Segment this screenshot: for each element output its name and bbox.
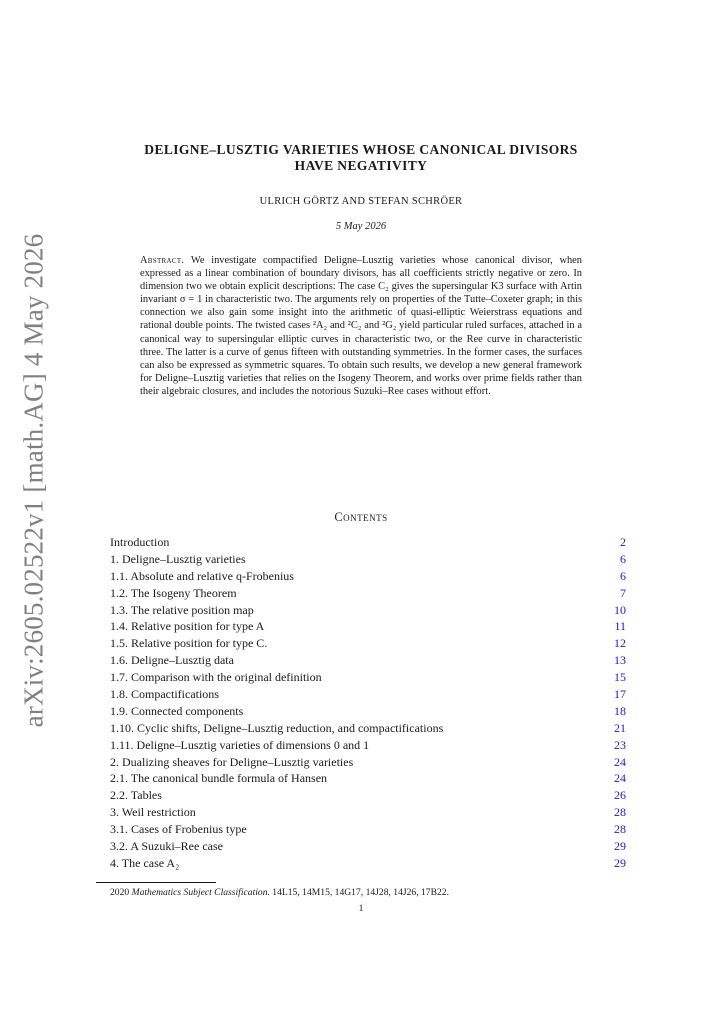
footnote	[110, 887, 630, 898]
toc-entry[interactable]	[110, 754, 626, 771]
toc-page-link[interactable]: 26	[614, 788, 626, 803]
contents-heading: Contents	[334, 510, 388, 524]
toc-entry-label: 2.1. The canonical bundle formula of Hansen	[110, 771, 328, 786]
toc-page-link[interactable]: 12	[614, 636, 626, 651]
toc-entry-label: 1.10. Cyclic shifts, Deligne–Lusztig reduction, and compactifications	[110, 720, 444, 735]
toc-page-link[interactable]: 6	[620, 568, 626, 583]
toc-entry[interactable]	[110, 703, 626, 720]
toc-page-link[interactable]: 28	[614, 805, 626, 820]
paper-title	[96, 142, 626, 174]
toc-entry-label: 1.3. The relative position map	[110, 602, 254, 617]
toc-entry-label: 4. The case A₂	[110, 855, 180, 870]
toc-entry[interactable]	[110, 551, 626, 568]
toc-entry[interactable]	[110, 737, 626, 754]
toc-entry-label: 1.5. Relative position for type C.	[110, 636, 268, 651]
toc-page-link[interactable]: 28	[614, 822, 626, 837]
toc-entry[interactable]	[110, 618, 626, 635]
toc-entry[interactable]	[110, 602, 626, 619]
toc-page-link[interactable]: 17	[614, 687, 626, 702]
toc-entry[interactable]	[110, 534, 626, 551]
toc-entry[interactable]	[110, 855, 626, 872]
table-of-contents	[110, 534, 626, 872]
toc-entry-label: 3.2. A Suzuki–Ree case	[110, 839, 223, 854]
toc-entry[interactable]	[110, 635, 626, 652]
footnote-year: 2020	[110, 887, 130, 898]
page-number: 1	[358, 903, 364, 914]
toc-entry[interactable]	[110, 787, 626, 804]
arxiv-identifier	[18, 233, 50, 727]
toc-entry[interactable]	[110, 585, 626, 602]
toc-page-link[interactable]: 15	[614, 670, 626, 685]
footnote-rule	[96, 882, 216, 883]
footnote-label: Mathematics Subject Classification.	[131, 887, 270, 898]
toc-entry[interactable]	[110, 720, 626, 737]
abstract	[140, 254, 582, 398]
toc-page-link[interactable]: 13	[614, 653, 626, 668]
toc-entry-label: 3. Weil restriction	[110, 805, 196, 820]
toc-page-link[interactable]: 6	[620, 551, 626, 566]
toc-entry[interactable]	[110, 821, 626, 838]
authors: ULRICH GÖRTZ AND STEFAN SCHRÖER	[259, 196, 463, 207]
toc-page-link[interactable]: 29	[614, 855, 626, 870]
toc-entry[interactable]	[110, 652, 626, 669]
toc-page-link[interactable]: 2	[620, 535, 626, 549]
toc-entry[interactable]	[110, 669, 626, 686]
abstract-heading: Abstract.	[140, 255, 185, 266]
toc-page-link[interactable]: 21	[614, 720, 626, 735]
toc-page-link[interactable]: 7	[620, 585, 626, 600]
toc-entry-label: 1.6. Deligne–Lusztig data	[110, 653, 234, 668]
toc-entry[interactable]	[110, 838, 626, 855]
toc-entry-label: 1.9. Connected components	[110, 703, 244, 718]
toc-entry-label: 1.4. Relative position for type A	[110, 619, 265, 634]
toc-entry-label: Introduction	[110, 535, 170, 549]
toc-entry-label: 1.11. Deligne–Lusztig varieties of dimensions 0 and 1	[110, 737, 370, 752]
toc-entry[interactable]	[110, 804, 626, 821]
toc-entry-label: 1.1. Absolute and relative q-Frobenius	[110, 568, 294, 583]
toc-page-link[interactable]: 18	[614, 703, 626, 718]
toc-entry[interactable]	[110, 568, 626, 585]
abstract-body: We investigate compactified Deligne–Lusztig varieties whose canonical divisor, when expressed as a linear combination of boundary divisors, has all coefficients strictly negative or zero. In dimension two we obtain explicit descriptions: The case C₂ gives the supersingular K3 surface with Artin invariant σ = 1 in characteristic two. The arguments rely on properties of the Tutte–Coxeter graph; in this connection we also gain some insight into the arithmetic of quasi-elliptic Weierstrass equations and rational double points. The twisted cases ²A₂ and ²C₂ and ²G₂ yield particular ruled surfaces, attached in a canonical way to supersingular elliptic curves in characteristic two, or the Ree curve in characteristic three. The latter is a curve of genus fifteen with outstanding symmetries. In the former cases, the surfaces can also be expressed as symmetric squares. To obtain such results, we develop a new general framework for Deligne–Lusztig varieties that relies on the Isogeny Theorem, and works over prime fields rather than their algebraic closures, and includes the notorious Suzuki–Ree cases without effort.	[140, 255, 582, 397]
footnote-codes: 14L15, 14M15, 14G17, 14J28, 14J26, 17B22.	[272, 887, 449, 898]
toc-entry-label: 2.2. Tables	[110, 788, 162, 803]
publication-date: 5 May 2026	[335, 221, 387, 232]
arxiv-identifier-text: arXiv:2605.02522v1 [math.AG] 4 May 2026	[18, 233, 49, 727]
toc-page-link[interactable]: 10	[614, 602, 626, 617]
toc-entry-label: 1. Deligne–Lusztig varieties	[110, 551, 246, 566]
paper-title-line-1: DELIGNE–LUSZTIG VARIETIES WHOSE CANONICAL DIVISORS	[144, 142, 578, 157]
toc-page-link[interactable]: 24	[614, 771, 626, 786]
toc-entry-label: 3.1. Cases of Frobenius type	[110, 822, 247, 837]
toc-page-link[interactable]: 29	[614, 839, 626, 854]
toc-entry-label: 1.8. Compactifications	[110, 687, 219, 702]
toc-entry-label: 1.7. Comparison with the original definition	[110, 670, 322, 685]
toc-entry-label: 1.2. The Isogeny Theorem	[110, 585, 237, 600]
paper-title-line-2: HAVE NEGATIVITY	[294, 158, 428, 173]
toc-page-link[interactable]: 24	[614, 754, 626, 769]
toc-page-link[interactable]: 11	[614, 619, 626, 634]
toc-entry[interactable]	[110, 770, 626, 787]
toc-entry-label: 2. Dualizing sheaves for Deligne–Lusztig varieties	[110, 754, 354, 769]
toc-entry[interactable]	[110, 686, 626, 703]
toc-page-link[interactable]: 23	[614, 737, 626, 752]
